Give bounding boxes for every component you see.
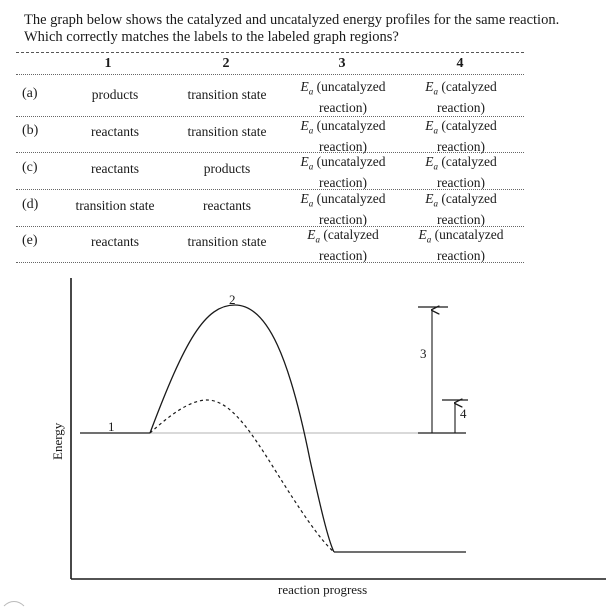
col2-cell: transition state [187,234,267,249]
col4-cell: $E_a$ (uncatalyzed reaction) [418,227,504,263]
graph-label-1: 1 [108,419,115,434]
option-label: (e) [22,233,38,248]
y-axis-label: Energy [50,422,65,460]
col4-cell: $E_a$ (catalyzed reaction) [425,118,497,154]
col2-cell: products [203,161,251,176]
question-line-1: The graph below shows the catalyzed and uncatalyzed energy profiles for the same reaction. [24,12,560,28]
col2-cell: transition state [187,87,267,102]
option-label: (b) [22,123,39,138]
catalyzed-curve [150,400,334,552]
option-label: (c) [22,160,38,175]
col4-cell: $E_a$ (catalyzed reaction) [425,154,497,190]
col4-cell: $E_a$ (catalyzed reaction) [425,191,497,227]
column-header-4: 4 [456,56,464,71]
column-header-3: 3 [338,56,346,71]
col1-cell: products [91,87,139,102]
col1-cell: reactants [91,124,139,139]
graph-label-2: 2 [229,292,236,307]
column-header-1: 1 [104,56,112,71]
col1-cell: reactants [91,161,139,176]
graph-label-3: 3 [420,346,427,361]
col1-cell: transition state [75,198,155,213]
col3-cell: $E_a$ (uncatalyzed reaction) [300,118,386,154]
col3-cell: $E_a$ (uncatalyzed reaction) [300,154,386,190]
option-label: (d) [22,197,39,212]
col4-cell: $E_a$ (catalyzed reaction) [425,79,497,115]
col3-cell: $E_a$ (uncatalyzed reaction) [300,79,386,115]
col1-cell: reactants [91,234,139,249]
col3-cell: $E_a$ (uncatalyzed reaction) [300,191,386,227]
col2-cell: transition state [187,124,267,139]
col3-cell: $E_a$ (catalyzed reaction) [307,227,379,263]
uncatalyzed-curve [150,305,334,552]
col2-cell: reactants [203,198,251,213]
column-header-2: 2 [222,56,230,71]
graph-label-4: 4 [460,406,467,421]
corner-mark-icon [4,602,24,607]
question-line-2: Which correctly matches the labels to the labeled graph regions? [24,29,399,45]
option-label: (a) [22,86,38,101]
x-axis-label: reaction progress [278,582,368,597]
